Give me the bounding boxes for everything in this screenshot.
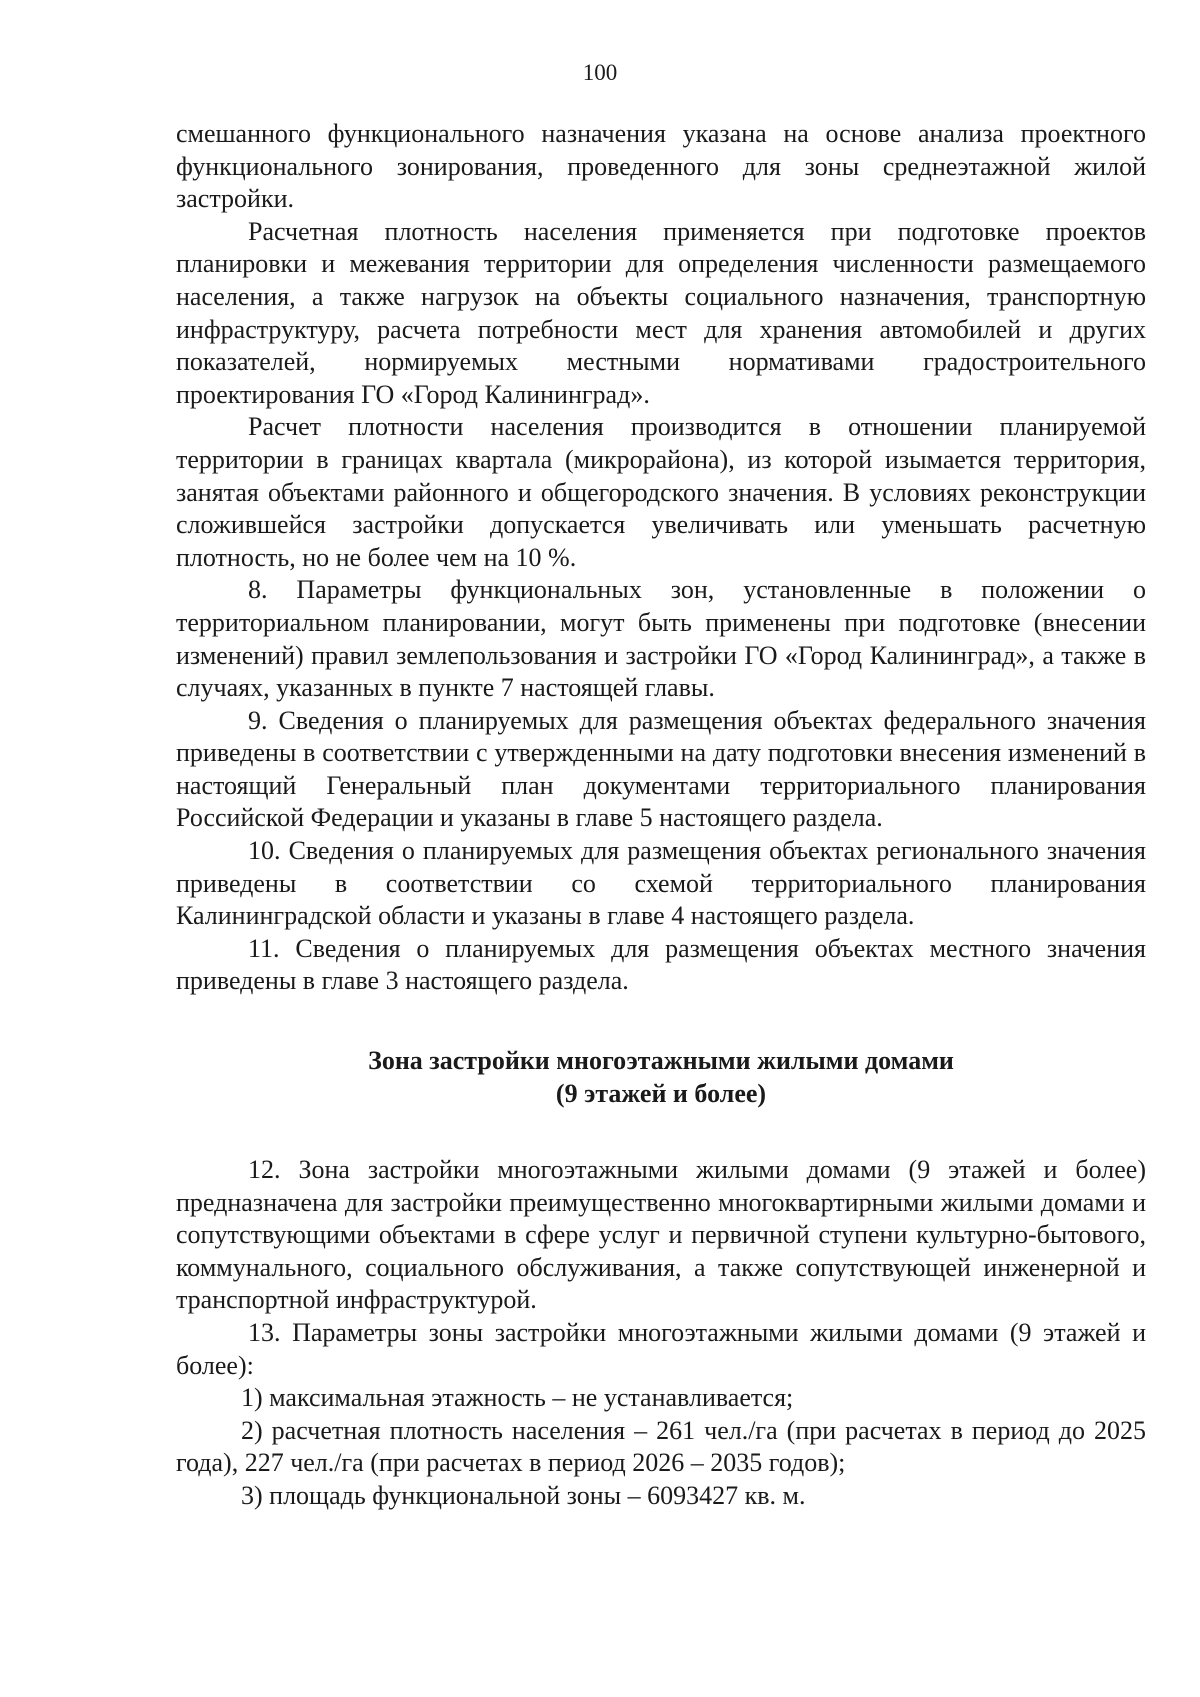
paragraph-item-10: 10. Сведения о планируемых для размещения объектах регионального значения приведены в соответствии со схемой территориального планирования Калининградской области и указаны в главе 4 настоящего раздела. <box>176 836 1146 931</box>
paragraph-item-12: 12. Зона застройки многоэтажными жилыми домами (9 этажей и более) предназначена для застройки преимущественно многоквартирными жилыми домами и сопутствующими объектами в сфере услуг и первичной ступени культурно-бытового, коммунального, социального обслуживания, а также сопутствующей инженерной и транспортной инфраструктурой. <box>176 1155 1146 1315</box>
list-item-zone-area: 3) площадь функциональной зоны – 6093427 кв. м. <box>241 1480 806 1510</box>
paragraph-item-9: 9. Сведения о планируемых для размещения объектах федерального значения приведены в соответствии с утвержденными на дату подготовки внесения изменений в настоящий Генеральный план документами территориального планирования Российской Федерации и указаны в главе 5 настоящего раздела. <box>176 705 1146 833</box>
section-heading-line-1: Зона застройки многоэтажными жилыми домами <box>368 1046 954 1076</box>
section-heading-line-2: (9 этажей и более) <box>555 1079 767 1109</box>
page-number: 100 <box>582 60 618 85</box>
list-item-max-floors: 1) максимальная этажность – не устанавливается; <box>241 1383 794 1413</box>
paragraph-item-11: 11. Сведения о планируемых для размещения объектах местного значения приведены в главе 3 настоящего раздела. <box>176 933 1146 996</box>
paragraph-item-13: 13. Параметры зоны застройки многоэтажными жилыми домами (9 этажей и более): <box>176 1318 1146 1380</box>
list-item-population-density: 2) расчетная плотность населения – 261 чел./га (при расчетах в период до 2025 года), 227 чел./га (при расчетах в период 2026 – 2035 годов); <box>176 1415 1146 1478</box>
paragraph-density-usage: Расчетная плотность населения применяется при подготовке проектов планировки и межевания территории для определения численности размещаемого населения, а также нагрузок на объекты социального назначения, транспортную инфраструктуру, расчета потребности мест для хранения автомобилей и других показателей, нормируемых местными нормативами градостроительного проектирования ГО «Город Калининград». <box>176 216 1146 409</box>
paragraph-continuation: смешанного функционального назначения указана на основе анализа проектного функционального зонирования, проведенного для зоны среднеэтажной жилой застройки. <box>176 119 1146 214</box>
paragraph-item-8: 8. Параметры функциональных зон, установленные в положении о территориальном планировании, могут быть применены при подготовке (внесении изменений) правил землепользования и застройки ГО «Город Калининград», а также в случаях, указанных в пункте 7 настоящей главы. <box>176 575 1146 703</box>
document-body <box>176 118 1146 1513</box>
section-heading <box>176 1044 1146 1110</box>
paragraph-density-calculation: Расчет плотности населения производится в отношении планируемой территории в границах квартала (микрорайона), из которой изымается территория, занятая объектами районного и общегородского значения. В условиях реконструкции сложившейся застройки допускается увеличивать или уменьшать расчетную плотность, но не более чем на 10 %. <box>176 412 1146 572</box>
